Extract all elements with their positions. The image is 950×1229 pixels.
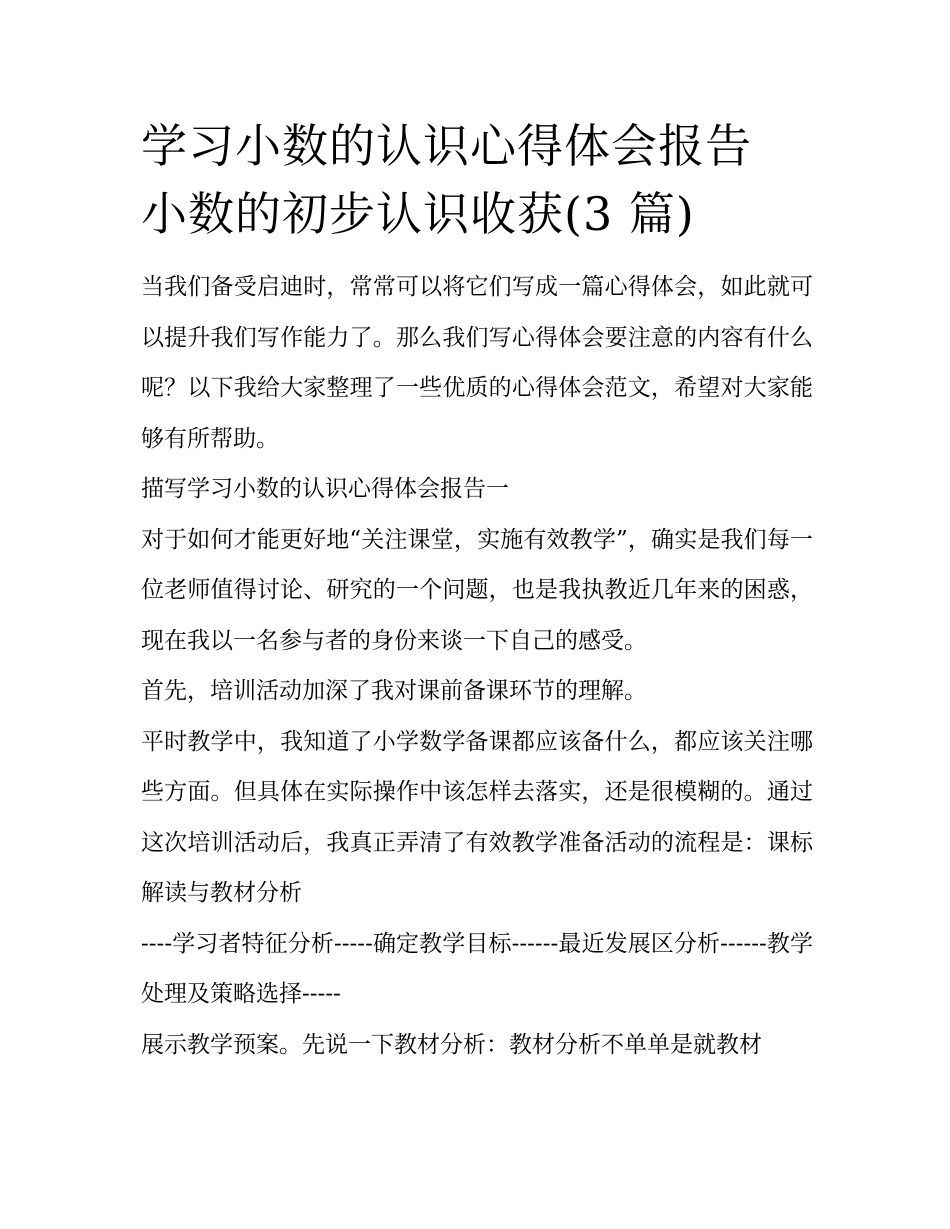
title-line-1: 学习小数的认识心得体会报告 xyxy=(141,119,752,173)
body-paragraph: ----学习者特征分析-----确定教学目标------最近发展区分析------教学处理及策略选择----- xyxy=(141,930,813,1007)
body-paragraph: 对于如何才能更好地“关注课堂，实施有效教学”，确实是我们每一位老师值得讨论、研究的一个问题，也是我执教近几年来的困惑，现在我以一名参与者的身份来谈一下自己的感受。 xyxy=(141,526,813,654)
body-paragraph: 首先，培训活动加深了我对课前备课环节的理解。 xyxy=(141,678,647,704)
document-content xyxy=(141,112,813,1070)
document-title xyxy=(141,112,813,248)
body-paragraph: 展示教学预案。先说一下教材分析：教材分析不单单是就教材 xyxy=(141,1031,762,1058)
intro-paragraph: 当我们备受启迪时，常常可以将它们写成一篇心得体会，如此就可以提升我们写作能力了。那么我们写心得体会要注意的内容有什么呢？以下我给大家整理了一些优质的心得体会范文，希望对大家能够有所帮助。 xyxy=(141,274,813,452)
section-heading: 描写学习小数的认识心得体会报告一 xyxy=(141,476,509,502)
body-paragraph: 平时教学中，我知道了小学数学备课都应该备什么，都应该关注哪些方面。但具体在实际操作中该怎样去落实，还是很模糊的。通过这次培训活动后，我真正弄清了有效教学准备活动的流程是：课标解读与教材分析 xyxy=(141,728,813,906)
title-line-2: 小数的初步认识收获(3 篇) xyxy=(141,187,695,241)
